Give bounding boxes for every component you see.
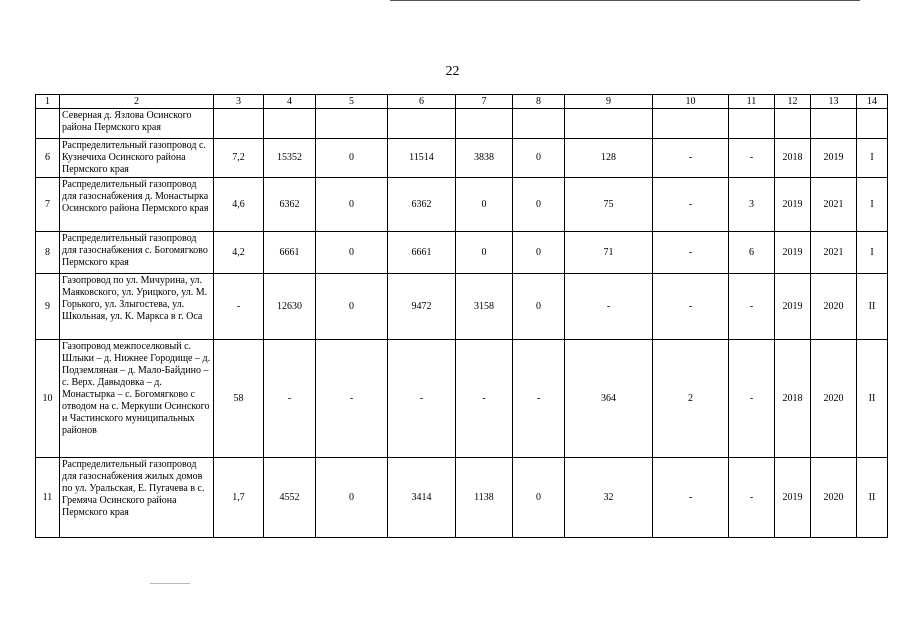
table-cell [653, 109, 729, 139]
table-cell: 4,2 [214, 232, 264, 274]
table-row [36, 178, 888, 232]
table-cell: 11 [36, 458, 60, 538]
table-row [36, 109, 888, 139]
table-cell: 2 [653, 340, 729, 458]
table-cell: 2020 [811, 340, 857, 458]
table-cell: - [653, 274, 729, 340]
table-cell [264, 109, 316, 139]
column-header-3: 3 [214, 95, 264, 109]
table-cell: 7 [36, 178, 60, 232]
table-cell [214, 109, 264, 139]
table-cell: II [857, 458, 888, 538]
table-cell: - [653, 232, 729, 274]
table-cell: 3838 [456, 139, 513, 178]
table-cell [36, 109, 60, 139]
column-header-5: 5 [316, 95, 388, 109]
table-cell [513, 109, 565, 139]
column-header-10: 10 [653, 95, 729, 109]
table-cell: 9 [36, 274, 60, 340]
table-cell: I [857, 178, 888, 232]
table-cell [316, 109, 388, 139]
table-cell [811, 109, 857, 139]
table-row [36, 340, 888, 458]
table-cell: 2018 [775, 139, 811, 178]
table-cell: 71 [565, 232, 653, 274]
table-cell: 0 [513, 458, 565, 538]
table-cell: - [653, 458, 729, 538]
table-cell: - [729, 458, 775, 538]
table-cell: 1138 [456, 458, 513, 538]
column-header-12: 12 [775, 95, 811, 109]
object-name-cell: Распределительный газопровод для газоснабжения с. Богомягково Пермского края [60, 232, 214, 274]
object-name-cell: Распределительный газопровод с. Кузнечиха Осинского района Пермского края [60, 139, 214, 178]
table-cell: 3414 [388, 458, 456, 538]
table-cell: II [857, 340, 888, 458]
table-cell: 364 [565, 340, 653, 458]
table-cell: - [214, 274, 264, 340]
table-cell: 2020 [811, 458, 857, 538]
table-cell: 2018 [775, 340, 811, 458]
table-cell: 9472 [388, 274, 456, 340]
table-cell: 0 [456, 232, 513, 274]
table-row [36, 458, 888, 538]
table-cell: 6362 [388, 178, 456, 232]
table-cell: II [857, 274, 888, 340]
object-name-cell: Распределительный газопровод для газоснабжения жилых домов по ул. Уральская, Е. Пугачева в с. Гремяча Осинского района Пермского края [60, 458, 214, 538]
table-cell: 2019 [775, 178, 811, 232]
table-cell: 4,6 [214, 178, 264, 232]
table-cell: - [388, 340, 456, 458]
table-cell: 2019 [775, 232, 811, 274]
gas-pipeline-table [35, 94, 888, 538]
table-row [36, 139, 888, 178]
table-cell: - [729, 340, 775, 458]
table-cell: 11514 [388, 139, 456, 178]
table-cell: 0 [513, 139, 565, 178]
table-cell: 32 [565, 458, 653, 538]
table-cell: 0 [316, 458, 388, 538]
table-cell: - [316, 340, 388, 458]
table-cell: 12630 [264, 274, 316, 340]
table-cell: 3 [729, 178, 775, 232]
table-cell: 2020 [811, 274, 857, 340]
table-cell: - [653, 139, 729, 178]
table-cell: 2019 [775, 458, 811, 538]
table-cell [775, 109, 811, 139]
table-cell [857, 109, 888, 139]
column-header-1: 1 [36, 95, 60, 109]
table-cell: 10 [36, 340, 60, 458]
header-row [36, 95, 888, 109]
table-cell: 0 [316, 139, 388, 178]
table-row [36, 274, 888, 340]
table-cell [729, 109, 775, 139]
table-cell: 128 [565, 139, 653, 178]
table-cell: 6661 [388, 232, 456, 274]
table-cell: 0 [513, 274, 565, 340]
column-header-4: 4 [264, 95, 316, 109]
table-cell: 6362 [264, 178, 316, 232]
table-cell: 0 [316, 274, 388, 340]
table-cell: 2021 [811, 178, 857, 232]
table-cell: 6 [729, 232, 775, 274]
table-cell: - [565, 274, 653, 340]
table-cell: - [264, 340, 316, 458]
object-name-cell: Распределительный газопровод для газоснабжения д. Монастырка Осинского района Пермского края [60, 178, 214, 232]
table-cell: 4552 [264, 458, 316, 538]
table-row [36, 232, 888, 274]
table-cell: 6 [36, 139, 60, 178]
table-cell: 1,7 [214, 458, 264, 538]
table-cell: I [857, 139, 888, 178]
column-header-14: 14 [857, 95, 888, 109]
table-cell: - [456, 340, 513, 458]
table-cell: - [729, 274, 775, 340]
table-cell: - [653, 178, 729, 232]
table-cell: 7,2 [214, 139, 264, 178]
column-header-6: 6 [388, 95, 456, 109]
table-cell: 3158 [456, 274, 513, 340]
table-cell [388, 109, 456, 139]
column-header-11: 11 [729, 95, 775, 109]
table-cell: 15352 [264, 139, 316, 178]
column-header-9: 9 [565, 95, 653, 109]
table-cell [456, 109, 513, 139]
table-cell: 2019 [775, 274, 811, 340]
scan-artifact [150, 583, 190, 584]
object-name-cell: Газопровод межпоселковый с. Шлыки – д. Нижнее Городище – д. Подземляная – д. Мало-Байдино – с. Верх. Давыдовка – д. Монастырка – с. Богомягково с отводом на с. Меркуши Осинского и Частинского муниципальных районов [60, 340, 214, 458]
object-name-cell: Северная д. Язлова Осинского района Пермского края [60, 109, 214, 139]
table-cell: 0 [316, 232, 388, 274]
table-cell: - [729, 139, 775, 178]
column-header-7: 7 [456, 95, 513, 109]
table-cell: - [513, 340, 565, 458]
page-number: 22 [445, 64, 460, 79]
table-cell: 2021 [811, 232, 857, 274]
table-cell: I [857, 232, 888, 274]
object-name-cell: Газопровод по ул. Мичурина, ул. Маяковского, ул. Урицкого, ул. М. Горького, ул. Злыгостева, ул. Школьная, ул. К. Маркса в г. Оса [60, 274, 214, 340]
top-rule [390, 0, 860, 1]
column-header-8: 8 [513, 95, 565, 109]
table-cell: 58 [214, 340, 264, 458]
column-header-2: 2 [60, 95, 214, 109]
table-cell: 0 [456, 178, 513, 232]
table-cell: 0 [513, 232, 565, 274]
table-cell: 0 [316, 178, 388, 232]
table-cell: 6661 [264, 232, 316, 274]
table-cell: 2019 [811, 139, 857, 178]
table-cell [565, 109, 653, 139]
table-cell: 8 [36, 232, 60, 274]
table-cell: 0 [513, 178, 565, 232]
column-header-13: 13 [811, 95, 857, 109]
table-cell: 75 [565, 178, 653, 232]
